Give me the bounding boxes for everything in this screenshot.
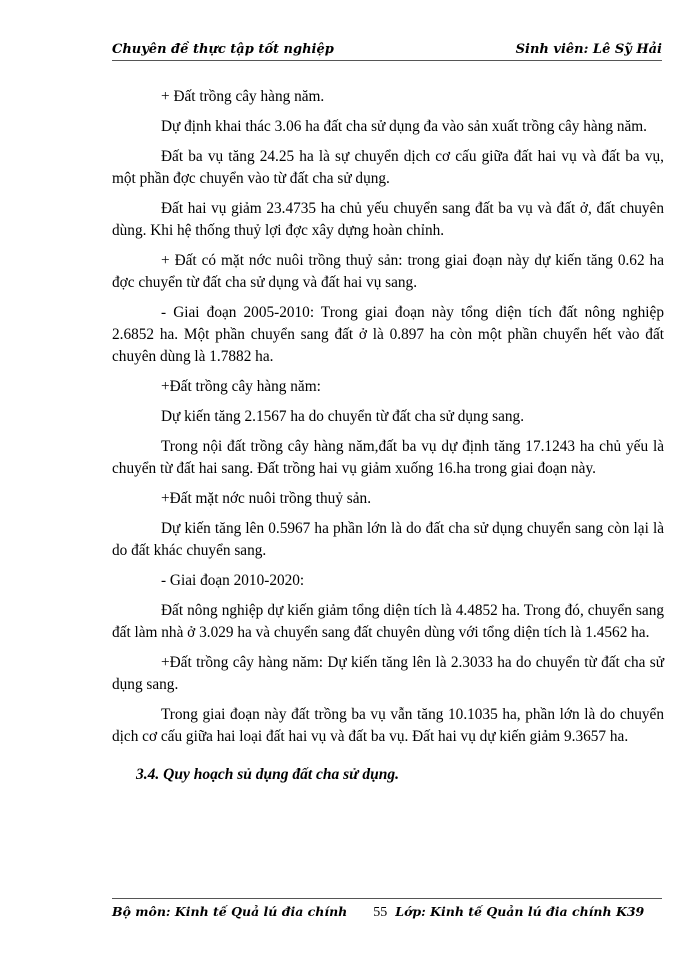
header-author: Sinh viên: Lê Sỹ Hải	[515, 42, 662, 57]
paragraph: Dự kiến tăng 2.1567 ha do chuyển từ đất cha sử dụng sang.	[161, 408, 525, 425]
footer-department: Bộ môn: Kinh tế Quả lú đia chính	[112, 904, 348, 919]
header-left-title: Chuyên đề thực tập tốt nghiệp	[112, 42, 334, 57]
paragraph: + Đất trồng cây hàng năm.	[161, 88, 325, 105]
body-content	[112, 86, 664, 794]
paragraph: Trong giai đoạn này đất trồng ba vụ vẫn tăng 10.1035 ha, phần lớn là do chuyển dịch cơ cấu giữa hai loại đất hai vụ và đất ba vụ. Đất hai vụ dự kiến giảm 9.3657 ha.	[112, 706, 664, 745]
paragraph: Dự định khai thác 3.06 ha đất cha sử dụng đa vào sản xuất trồng cây hàng năm.	[161, 118, 647, 135]
paragraph: - Giai đoạn 2005-2010: Trong giai đoạn này tổng diện tích đất nông nghiệp 2.6852 ha. Một phần chuyển sang đất ở là 0.897 ha còn một phần chuyển hết vào đất chuyên dùng là 1.7882 ha.	[112, 304, 664, 365]
footer-class: Lớp: Kinh tế Quản lú đia chính K39	[395, 904, 645, 919]
paragraph: Đất ba vụ tăng 24.25 ha là sự chuyển dịch cơ cấu giữa đất hai vụ và đất ba vụ, một phần đợc chuyển vào từ đất cha sử dụng.	[112, 148, 664, 187]
page-number: 55	[373, 905, 388, 920]
page-footer	[112, 898, 662, 922]
paragraph: +Đất trồng cây hàng năm: Dự kiến tăng lên là 2.3033 ha do chuyển từ đất cha sử dụng sang.	[112, 654, 664, 693]
paragraph: Đất nông nghiệp dự kiến giảm tổng diện tích là 4.4852 ha. Trong đó, chuyển sang đất làm nhà ở 3.029 ha và chuyển sang đất chuyên dùng với tổng diện tích là 1.4562 ha.	[112, 602, 664, 641]
section-heading: 3.4. Quy hoạch sủ dụng đất cha sử dụng.	[136, 766, 399, 783]
paragraph: Đất hai vụ giảm 23.4735 ha chủ yếu chuyển sang đất ba vụ và đất ở, đất chuyên dùng. Khi hệ thống thuỷ lợi đợc xây dựng hoàn chỉnh.	[112, 200, 664, 239]
paragraph: + Đất có mặt nớc nuôi trồng thuỷ sản: trong giai đoạn này dự kiến tăng 0.62 ha đợc chuyển từ đất cha sử dụng và đất hai vụ sang.	[112, 252, 664, 291]
paragraph: Dự kiến tăng lên 0.5967 ha phần lớn là do đất cha sử dụng chuyển sang còn lại là do đất khác chuyển sang.	[112, 520, 664, 559]
paragraph: - Giai đoạn 2010-2020:	[161, 572, 305, 589]
page-header	[112, 40, 662, 61]
paragraph: Trong nội đất trồng cây hàng năm,đất ba vụ dự định tăng 17.1243 ha chủ yếu là chuyển từ đất hai sang. Đất trồng hai vụ giảm xuống 16.ha trong giai đoạn này.	[112, 438, 664, 477]
paragraph: +Đất trồng cây hàng năm:	[161, 378, 321, 395]
paragraph: +Đất mặt nớc nuôi trồng thuỷ sản.	[161, 490, 372, 507]
